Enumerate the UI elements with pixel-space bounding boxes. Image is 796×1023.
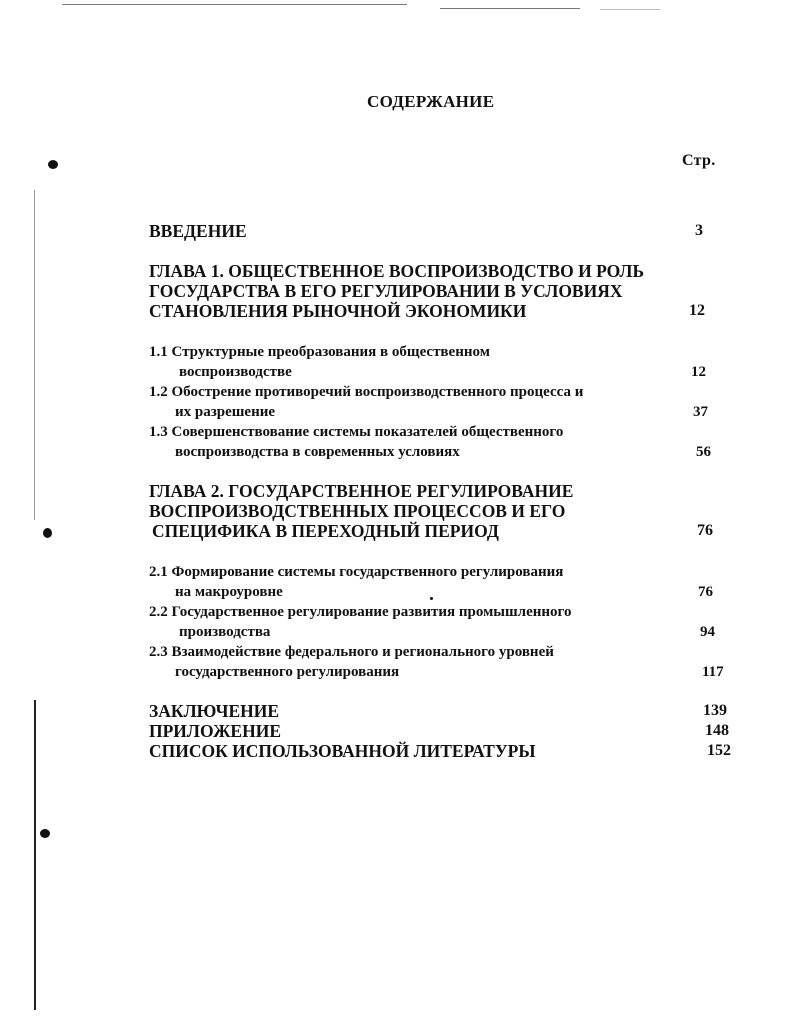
toc-entry-line: воспроизводстве [179, 364, 292, 380]
toc-page-number: 117 [702, 664, 724, 680]
toc-page-number: 3 [695, 222, 703, 239]
toc-entry-section-2-3 [149, 642, 554, 682]
scan-top-line [62, 4, 407, 5]
toc-page-number: 152 [707, 742, 731, 759]
toc-entry-line: государственного регулирования [175, 664, 400, 680]
punch-hole-mark [43, 528, 52, 538]
toc-entry-chapter-1 [149, 261, 644, 321]
scan-top-line-right-2 [600, 9, 660, 10]
toc-entry-line: СТАНОВЛЕНИЯ РЫНОЧНОЙ ЭКОНОМИКИ [149, 301, 527, 321]
toc-entry-bibliography [149, 741, 536, 761]
toc-entry-conclusion [149, 701, 279, 721]
toc-entry-line: ВОСПРОИЗВОДСТВЕННЫХ ПРОЦЕССОВ И ЕГО [149, 501, 566, 521]
toc-entry-line: СПИСОК ИСПОЛЬЗОВАННОЙ ЛИТЕРАТУРЫ [149, 741, 536, 761]
punch-hole-mark [48, 160, 58, 169]
toc-entry-line: 1.2 Обострение противоречий воспроизводственного процесса и [149, 384, 584, 400]
toc-page-number: 56 [696, 444, 711, 460]
toc-entry-line: ГОСУДАРСТВА В ЕГО РЕГУЛИРОВАНИИ В УСЛОВИЯХ [149, 281, 623, 301]
toc-entry-chapter-2 [149, 481, 573, 541]
toc-page-number: 76 [698, 584, 713, 600]
toc-entry-line: 1.1 Структурные преобразования в общественном [149, 344, 490, 360]
toc-entry-line: 2.1 Формирование системы государственного регулирования [149, 564, 564, 580]
toc-entry-section-1-2 [149, 382, 583, 422]
toc-entry-section-1-1 [149, 342, 490, 382]
toc-entry-section-2-2 [149, 602, 571, 642]
toc-entry-line: воспроизводства в современных условиях [175, 444, 460, 460]
toc-entry-line: производства [179, 624, 271, 640]
toc-entry-line: 1.3 Совершенствование системы показателей общественного [149, 424, 564, 440]
toc-entry-section-1-3 [149, 422, 563, 462]
toc-entry-line: СПЕЦИФИКА В ПЕРЕХОДНЫЙ ПЕРИОД [152, 521, 499, 541]
toc-page-number: 148 [705, 722, 729, 739]
toc-page-number: 12 [689, 302, 705, 319]
scan-left-edge-lower [34, 700, 36, 1010]
toc-entry-line: 2.2 Государственное регулирование развития промышленного [149, 604, 572, 620]
toc-entry-appendix [149, 721, 281, 741]
toc-entry-line: ГЛАВА 1. ОБЩЕСТВЕННОЕ ВОСПРОИЗВОДСТВО И РОЛЬ [149, 261, 645, 281]
toc-entry-line: ГЛАВА 2. ГОСУДАРСТВЕННОЕ РЕГУЛИРОВАНИЕ [149, 481, 574, 501]
toc-entry-section-2-1 [149, 562, 563, 602]
scan-left-edge [34, 190, 35, 520]
toc-page-number: 37 [693, 404, 708, 420]
toc-page-number: 139 [703, 702, 727, 719]
toc-entry-line: их разрешение [175, 404, 276, 420]
toc-page-number: 76 [697, 522, 713, 539]
toc-entry-line: ВВЕДЕНИЕ [149, 221, 247, 241]
toc-entry-line: ПРИЛОЖЕНИЕ [149, 721, 282, 741]
scan-top-line-right [440, 8, 580, 9]
toc-entry-line: 2.3 Взаимодействие федерального и регионального уровней [149, 644, 554, 660]
punch-hole-mark [40, 829, 50, 838]
toc-entry-line: ЗАКЛЮЧЕНИЕ [149, 701, 280, 721]
toc-page-number: 94 [700, 624, 715, 640]
toc-entry-line: на макроуровне [175, 584, 283, 600]
toc-page-number: 12 [691, 364, 706, 380]
toc-entry-introduction [149, 221, 247, 241]
page-title: СОДЕРЖАНИЕ [367, 92, 495, 111]
page-column-label: Стр. [682, 152, 716, 169]
